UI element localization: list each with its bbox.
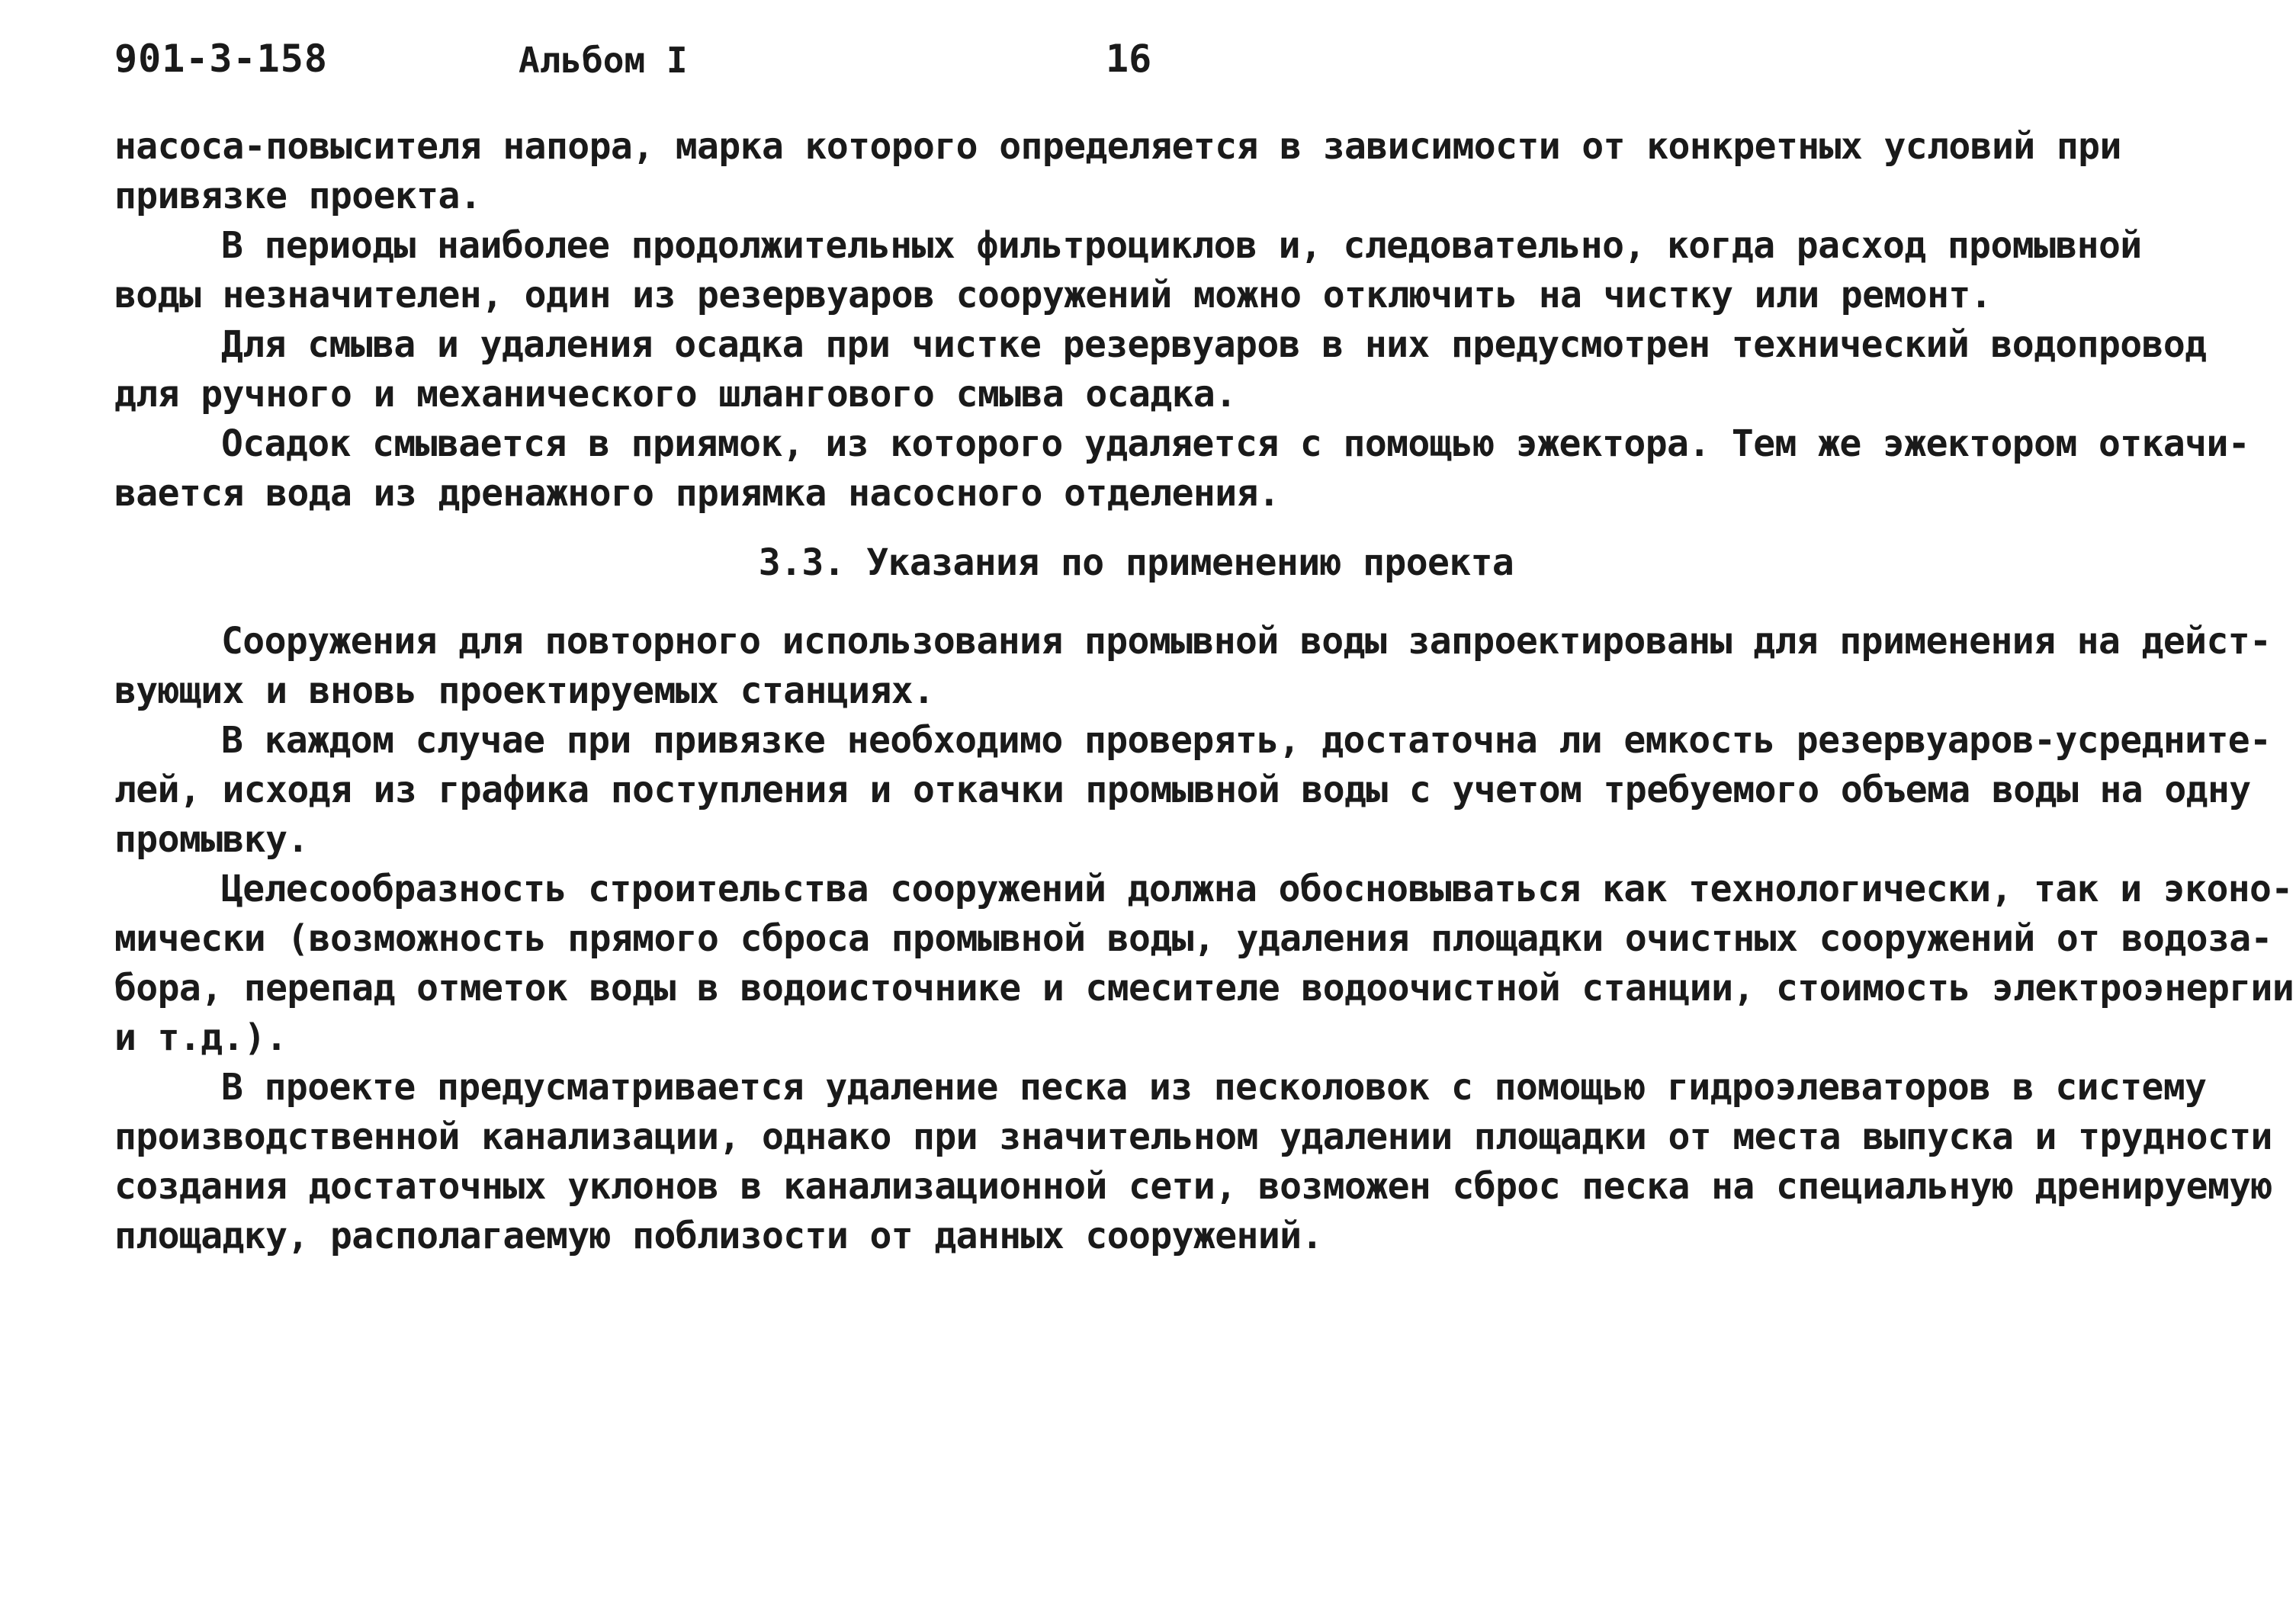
- text-line: производственной канализации, однако при значительном удалении площадки от места выпуска и трудности: [114, 1115, 2272, 1158]
- text-line: вается вода из дренажного приямка насосного отделения.: [114, 472, 1280, 515]
- text-line: Для смыва и удаления осадка при чистке резервуаров в них предусмотрен технический водопровод: [221, 323, 2207, 366]
- text-line: и т.д.).: [114, 1016, 287, 1059]
- page-number: 16: [1106, 37, 1152, 81]
- text-line: лей, исходя из графика поступления и откачки промывной воды с учетом требуемого объема воды на одну: [114, 769, 2251, 811]
- text-line: создания достаточных уклонов в канализационной сети, возможен сброс песка на специальную дренируемую: [114, 1165, 2272, 1208]
- page-header: [114, 37, 2249, 98]
- text-line: мически (возможность прямого сброса промывной воды, удаления площадки очистных сооружений от водоза-: [114, 917, 2272, 960]
- text-line: промывку.: [114, 818, 309, 861]
- paragraph-block-2: [114, 617, 2294, 1261]
- text-line: Осадок смывается в приямок, из которого удаляется с помощью эжектора. Тем же эжектором откачи-: [221, 422, 2250, 465]
- text-line: площадку, располагаемую поблизости от данных сооружений.: [114, 1215, 1323, 1257]
- text-line: насоса-повысителя напора, марка которого определяется в зависимости от конкретных условий при: [114, 125, 2121, 168]
- text-line: бора, перепад отметок воды в водоисточнике и смесителе водоочистной станции, стоимость электроэнергии: [114, 967, 2294, 1010]
- text-line: В каждом случае при привязке необходимо проверять, достаточна ли емкость резервуаров-усредните-: [221, 719, 2272, 762]
- document-body: [114, 122, 2294, 1261]
- text-line: воды незначителен, один из резервуаров сооружений можно отключить на чистку или ремонт.: [114, 274, 1992, 316]
- paragraph-block-1: [114, 122, 2250, 518]
- text-line: Сооружения для повторного использования промывной воды запроектированы для применения на дейст-: [221, 620, 2272, 663]
- text-line: В проекте предусматривается удаление песка из песколовок с помощью гидроэлеваторов в систему: [221, 1066, 2207, 1109]
- text-line: для ручного и механического шлангового смыва осадка.: [114, 373, 1237, 416]
- document-code: 901-3-158: [114, 37, 328, 81]
- text-line: вующих и вновь проектируемых станциях.: [114, 669, 935, 712]
- text-line: привязке проекта.: [114, 175, 482, 217]
- album-label: Альбом I: [519, 40, 688, 81]
- text-line: Целесообразность строительства сооружений должна обосновываться как технологически, так и эконо-: [221, 868, 2293, 910]
- text-line: В периоды наиболее продолжительных фильтроциклов и, следовательно, когда расход промывной: [221, 224, 2142, 267]
- section-heading: 3.3. Указания по применению проекта: [758, 541, 1514, 584]
